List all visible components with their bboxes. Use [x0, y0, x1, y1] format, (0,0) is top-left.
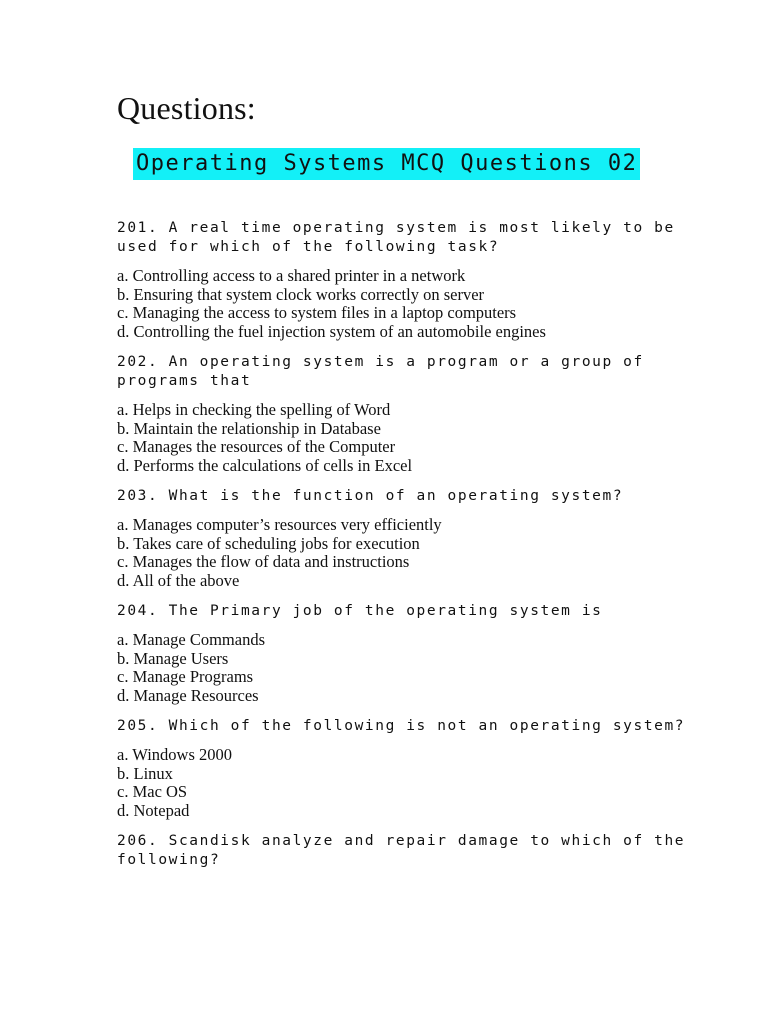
- answer-options: [117, 516, 717, 590]
- question-text: 205. Which of the following is not an operating system?: [117, 718, 686, 734]
- question-block: [117, 219, 717, 341]
- answer-option: c. Manages the resources of the Computer: [117, 437, 396, 456]
- question-block: [117, 602, 717, 705]
- answer-option: d. All of the above: [117, 570, 240, 590]
- document-title: Operating Systems MCQ Questions 02: [133, 148, 640, 180]
- answer-option: b. Linux: [117, 763, 173, 783]
- answer-option: c. Managing the access to system files in a laptop computers: [117, 303, 517, 322]
- answer-option: d. Notepad: [117, 800, 190, 820]
- title-block: [133, 148, 640, 180]
- answer-option: a. Windows 2000: [117, 745, 232, 764]
- page-heading: Questions:: [117, 90, 256, 126]
- answer-options: [117, 267, 717, 341]
- answer-option: a. Controlling access to a shared printer in a network: [117, 266, 466, 285]
- answer-option: c. Mac OS: [117, 782, 188, 801]
- answer-options: [117, 401, 717, 475]
- answer-option: d. Performs the calculations of cells in Excel: [117, 455, 413, 475]
- answer-option: a. Manages computer’s resources very efficiently: [117, 515, 442, 534]
- question-text: 201. A real time operating system is most likely to be used for which of the following task?: [117, 220, 675, 255]
- question-text: 203. What is the function of an operating system?: [117, 488, 624, 504]
- answer-options: [117, 746, 717, 820]
- question-block: [117, 832, 717, 870]
- answer-option: b. Manage Users: [117, 648, 229, 668]
- answer-option: c. Manages the flow of data and instructions: [117, 552, 410, 571]
- question-text: 204. The Primary job of the operating system is: [117, 603, 603, 619]
- answer-option: d. Controlling the fuel injection system of an automobile engines: [117, 321, 546, 341]
- answer-option: a. Helps in checking the spelling of Word: [117, 400, 391, 419]
- question-block: [117, 353, 717, 475]
- answer-option: b. Ensuring that system clock works correctly on server: [117, 284, 485, 304]
- answer-option: b. Takes care of scheduling jobs for execution: [117, 533, 420, 553]
- answer-option: c. Manage Programs: [117, 667, 254, 686]
- question-text: 206. Scandisk analyze and repair damage to which of the following?: [117, 833, 686, 868]
- answer-option: d. Manage Resources: [117, 685, 259, 705]
- question-text: 202. An operating system is a program or a group of programs that: [117, 354, 644, 389]
- question-block: [117, 717, 717, 820]
- answer-option: a. Manage Commands: [117, 630, 266, 649]
- question-block: [117, 487, 717, 590]
- question-list: [117, 219, 717, 882]
- answer-option: b. Maintain the relationship in Database: [117, 418, 381, 438]
- answer-options: [117, 631, 717, 705]
